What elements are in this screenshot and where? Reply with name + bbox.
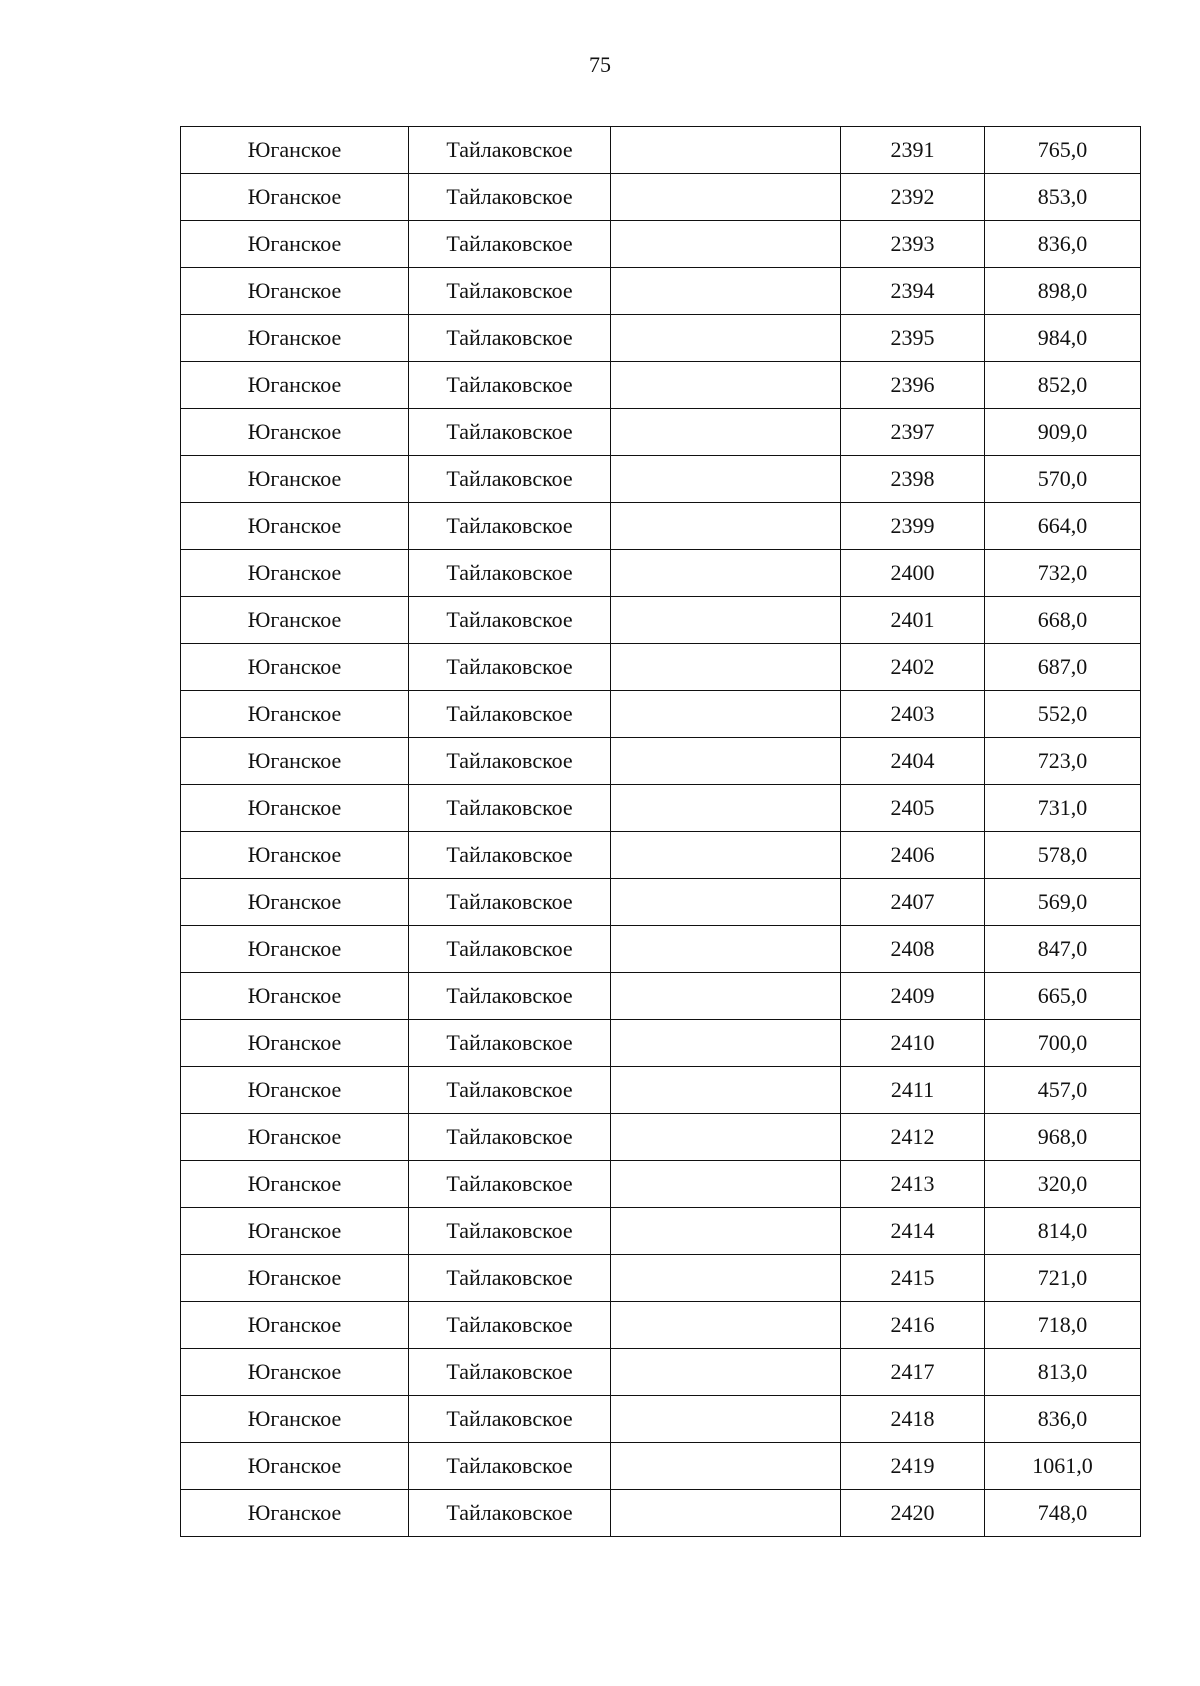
value-cell: 984,0: [985, 315, 1141, 362]
table-row: [181, 1443, 1141, 1490]
number-cell: 2411: [841, 1067, 985, 1114]
value-cell: 853,0: [985, 174, 1141, 221]
number-cell: 2418: [841, 1396, 985, 1443]
blank-cell: [611, 456, 841, 503]
table-row: [181, 268, 1141, 315]
blank-cell: [611, 597, 841, 644]
number-cell: 2412: [841, 1114, 985, 1161]
value-cell: 668,0: [985, 597, 1141, 644]
field-cell: Тайлаковское: [409, 503, 611, 550]
blank-cell: [611, 1114, 841, 1161]
field-cell: Тайлаковское: [409, 174, 611, 221]
field-cell: Тайлаковское: [409, 1349, 611, 1396]
blank-cell: [611, 738, 841, 785]
blank-cell: [611, 785, 841, 832]
field-cell: Тайлаковское: [409, 550, 611, 597]
value-cell: 578,0: [985, 832, 1141, 879]
district-cell: Юганское: [181, 550, 409, 597]
number-cell: 2404: [841, 738, 985, 785]
table-row: [181, 973, 1141, 1020]
number-cell: 2408: [841, 926, 985, 973]
district-cell: Юганское: [181, 1067, 409, 1114]
blank-cell: [611, 362, 841, 409]
field-cell: Тайлаковское: [409, 362, 611, 409]
value-cell: 570,0: [985, 456, 1141, 503]
field-cell: Тайлаковское: [409, 832, 611, 879]
blank-cell: [611, 1302, 841, 1349]
number-cell: 2410: [841, 1020, 985, 1067]
blank-cell: [611, 503, 841, 550]
number-cell: 2398: [841, 456, 985, 503]
value-cell: 765,0: [985, 127, 1141, 174]
table-row: [181, 1114, 1141, 1161]
blank-cell: [611, 644, 841, 691]
number-cell: 2395: [841, 315, 985, 362]
value-cell: 320,0: [985, 1161, 1141, 1208]
number-cell: 2419: [841, 1443, 985, 1490]
number-cell: 2414: [841, 1208, 985, 1255]
value-cell: 852,0: [985, 362, 1141, 409]
district-cell: Юганское: [181, 1161, 409, 1208]
value-cell: 909,0: [985, 409, 1141, 456]
number-cell: 2420: [841, 1490, 985, 1537]
number-cell: 2401: [841, 597, 985, 644]
value-cell: 898,0: [985, 268, 1141, 315]
district-cell: Юганское: [181, 174, 409, 221]
district-cell: Юганское: [181, 1396, 409, 1443]
district-cell: Юганское: [181, 597, 409, 644]
field-cell: Тайлаковское: [409, 127, 611, 174]
table-body: [181, 127, 1141, 1537]
district-cell: Юганское: [181, 926, 409, 973]
blank-cell: [611, 879, 841, 926]
number-cell: 2393: [841, 221, 985, 268]
value-cell: 732,0: [985, 550, 1141, 597]
table-row: [181, 644, 1141, 691]
district-cell: Юганское: [181, 315, 409, 362]
value-cell: 664,0: [985, 503, 1141, 550]
table-row: [181, 738, 1141, 785]
district-cell: Юганское: [181, 785, 409, 832]
table-row: [181, 221, 1141, 268]
table-row: [181, 1208, 1141, 1255]
field-cell: Тайлаковское: [409, 1114, 611, 1161]
blank-cell: [611, 1255, 841, 1302]
field-cell: Тайлаковское: [409, 973, 611, 1020]
number-cell: 2402: [841, 644, 985, 691]
table-row: [181, 1396, 1141, 1443]
blank-cell: [611, 1490, 841, 1537]
blank-cell: [611, 174, 841, 221]
district-cell: Юганское: [181, 644, 409, 691]
table-row: [181, 1255, 1141, 1302]
district-cell: Юганское: [181, 409, 409, 456]
value-cell: 847,0: [985, 926, 1141, 973]
page-number: 75: [589, 52, 611, 77]
data-table: [180, 126, 1141, 1537]
blank-cell: [611, 832, 841, 879]
field-cell: Тайлаковское: [409, 738, 611, 785]
field-cell: Тайлаковское: [409, 268, 611, 315]
table-row: [181, 1490, 1141, 1537]
blank-cell: [611, 315, 841, 362]
district-cell: Юганское: [181, 127, 409, 174]
value-cell: 1061,0: [985, 1443, 1141, 1490]
field-cell: Тайлаковское: [409, 456, 611, 503]
table-row: [181, 1067, 1141, 1114]
table-row: [181, 174, 1141, 221]
district-cell: Юганское: [181, 221, 409, 268]
value-cell: 836,0: [985, 1396, 1141, 1443]
table-row: [181, 1302, 1141, 1349]
blank-cell: [611, 550, 841, 597]
table-row: [181, 691, 1141, 738]
field-cell: Тайлаковское: [409, 1208, 611, 1255]
number-cell: 2406: [841, 832, 985, 879]
district-cell: Юганское: [181, 1208, 409, 1255]
number-cell: 2397: [841, 409, 985, 456]
district-cell: Юганское: [181, 456, 409, 503]
district-cell: Юганское: [181, 1114, 409, 1161]
table-row: [181, 409, 1141, 456]
field-cell: Тайлаковское: [409, 597, 611, 644]
blank-cell: [611, 691, 841, 738]
table-row: [181, 1349, 1141, 1396]
field-cell: Тайлаковское: [409, 1020, 611, 1067]
blank-cell: [611, 1161, 841, 1208]
blank-cell: [611, 926, 841, 973]
value-cell: 968,0: [985, 1114, 1141, 1161]
value-cell: 814,0: [985, 1208, 1141, 1255]
value-cell: 687,0: [985, 644, 1141, 691]
number-cell: 2399: [841, 503, 985, 550]
value-cell: 665,0: [985, 973, 1141, 1020]
district-cell: Юганское: [181, 973, 409, 1020]
blank-cell: [611, 973, 841, 1020]
value-cell: 731,0: [985, 785, 1141, 832]
district-cell: Юганское: [181, 1020, 409, 1067]
blank-cell: [611, 1443, 841, 1490]
field-cell: Тайлаковское: [409, 1443, 611, 1490]
value-cell: 813,0: [985, 1349, 1141, 1396]
number-cell: 2409: [841, 973, 985, 1020]
table-row: [181, 832, 1141, 879]
district-cell: Юганское: [181, 268, 409, 315]
number-cell: 2417: [841, 1349, 985, 1396]
blank-cell: [611, 268, 841, 315]
district-cell: Юганское: [181, 738, 409, 785]
table-row: [181, 550, 1141, 597]
blank-cell: [611, 1067, 841, 1114]
table-row: [181, 785, 1141, 832]
district-cell: Юганское: [181, 1349, 409, 1396]
number-cell: 2403: [841, 691, 985, 738]
district-cell: Юганское: [181, 1255, 409, 1302]
table-row: [181, 879, 1141, 926]
number-cell: 2405: [841, 785, 985, 832]
district-cell: Юганское: [181, 362, 409, 409]
table-row: [181, 1161, 1141, 1208]
field-cell: Тайлаковское: [409, 644, 611, 691]
district-cell: Юганское: [181, 1490, 409, 1537]
value-cell: 569,0: [985, 879, 1141, 926]
field-cell: Тайлаковское: [409, 409, 611, 456]
number-cell: 2400: [841, 550, 985, 597]
field-cell: Тайлаковское: [409, 221, 611, 268]
table-row: [181, 362, 1141, 409]
number-cell: 2413: [841, 1161, 985, 1208]
number-cell: 2415: [841, 1255, 985, 1302]
value-cell: 836,0: [985, 221, 1141, 268]
table-row: [181, 127, 1141, 174]
field-cell: Тайлаковское: [409, 691, 611, 738]
field-cell: Тайлаковское: [409, 785, 611, 832]
district-cell: Юганское: [181, 879, 409, 926]
blank-cell: [611, 409, 841, 456]
table-row: [181, 456, 1141, 503]
blank-cell: [611, 1208, 841, 1255]
blank-cell: [611, 1396, 841, 1443]
value-cell: 721,0: [985, 1255, 1141, 1302]
blank-cell: [611, 127, 841, 174]
district-cell: Юганское: [181, 832, 409, 879]
district-cell: Юганское: [181, 1302, 409, 1349]
value-cell: 723,0: [985, 738, 1141, 785]
field-cell: Тайлаковское: [409, 1161, 611, 1208]
number-cell: 2396: [841, 362, 985, 409]
district-cell: Юганское: [181, 1443, 409, 1490]
number-cell: 2416: [841, 1302, 985, 1349]
field-cell: Тайлаковское: [409, 315, 611, 362]
table-row: [181, 1020, 1141, 1067]
number-cell: 2394: [841, 268, 985, 315]
value-cell: 748,0: [985, 1490, 1141, 1537]
field-cell: Тайлаковское: [409, 1490, 611, 1537]
value-cell: 718,0: [985, 1302, 1141, 1349]
district-cell: Юганское: [181, 691, 409, 738]
number-cell: 2392: [841, 174, 985, 221]
district-cell: Юганское: [181, 503, 409, 550]
blank-cell: [611, 1349, 841, 1396]
table-row: [181, 926, 1141, 973]
field-cell: Тайлаковское: [409, 926, 611, 973]
table-row: [181, 503, 1141, 550]
value-cell: 552,0: [985, 691, 1141, 738]
blank-cell: [611, 1020, 841, 1067]
field-cell: Тайлаковское: [409, 1302, 611, 1349]
number-cell: 2391: [841, 127, 985, 174]
field-cell: Тайлаковское: [409, 1396, 611, 1443]
field-cell: Тайлаковское: [409, 1067, 611, 1114]
number-cell: 2407: [841, 879, 985, 926]
table-row: [181, 597, 1141, 644]
value-cell: 700,0: [985, 1020, 1141, 1067]
field-cell: Тайлаковское: [409, 879, 611, 926]
value-cell: 457,0: [985, 1067, 1141, 1114]
table-row: [181, 315, 1141, 362]
field-cell: Тайлаковское: [409, 1255, 611, 1302]
blank-cell: [611, 221, 841, 268]
